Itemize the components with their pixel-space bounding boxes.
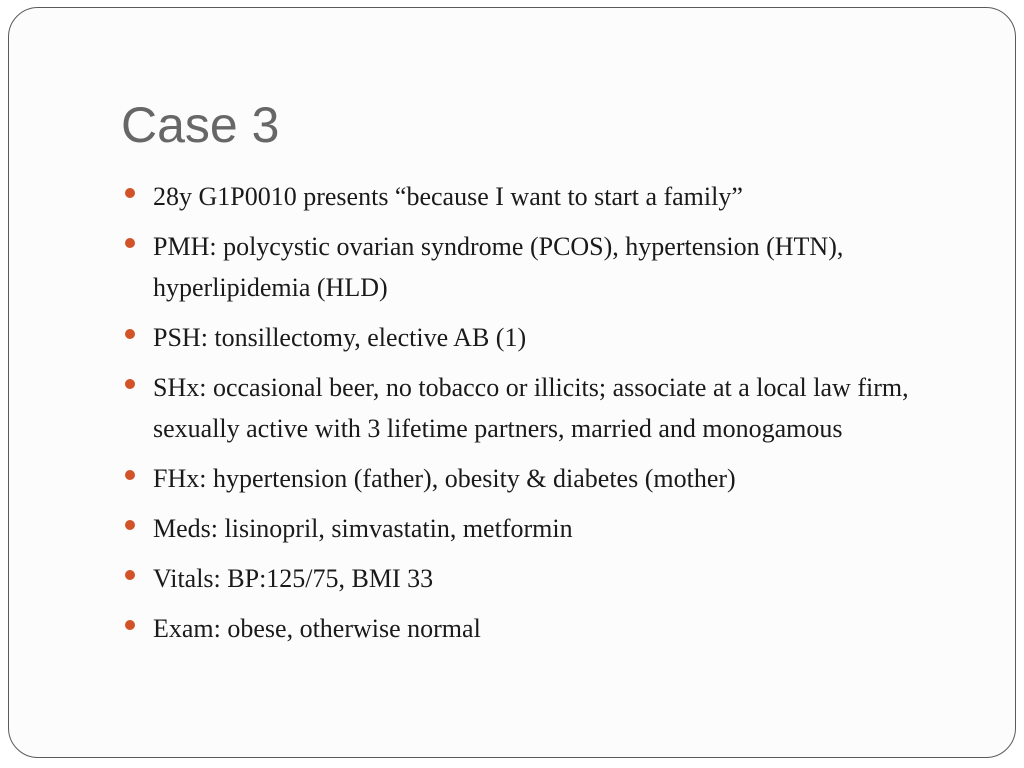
bullet-dot-icon: [125, 379, 135, 389]
bullet-text: Meds: lisinopril, simvastatin, metformin: [153, 514, 573, 543]
bullet-list: [122, 176, 982, 658]
bullet-item-vitals: [122, 558, 982, 599]
bullet-text: 28y G1P0010 presents “because I want to start a family”: [153, 182, 743, 211]
bullet-item-pmh: [122, 226, 982, 308]
bullet-dot-icon: [125, 188, 135, 198]
bullet-text: PSH: tonsillectomy, elective AB (1): [153, 323, 527, 352]
bullet-text: PMH: polycystic ovarian syndrome (PCOS), hypertension (HTN), hyperlipidemia (HLD): [153, 232, 844, 302]
bullet-dot-icon: [125, 238, 135, 248]
bullet-item-presentation: [122, 176, 982, 217]
bullet-dot-icon: [125, 520, 135, 530]
bullet-text: Vitals: BP:125/75, BMI 33: [153, 564, 434, 593]
bullet-item-meds: [122, 508, 982, 549]
bullet-item-psh: [122, 317, 982, 358]
bullet-dot-icon: [125, 470, 135, 480]
bullet-text: Exam: obese, otherwise normal: [153, 614, 481, 643]
bullet-dot-icon: [125, 620, 135, 630]
bullet-item-shx: [122, 367, 982, 449]
bullet-dot-icon: [125, 329, 135, 339]
slide-frame: [8, 7, 1016, 758]
slide-title: Case 3: [121, 97, 280, 153]
bullet-text: FHx: hypertension (father), obesity & diabetes (mother): [153, 464, 736, 493]
bullet-item-fhx: [122, 458, 982, 499]
bullet-dot-icon: [125, 570, 135, 580]
bullet-text: SHx: occasional beer, no tobacco or illicits; associate at a local law firm, sexually active with 3 lifetime partners, married and monogamous: [153, 373, 909, 443]
bullet-item-exam: [122, 608, 982, 649]
